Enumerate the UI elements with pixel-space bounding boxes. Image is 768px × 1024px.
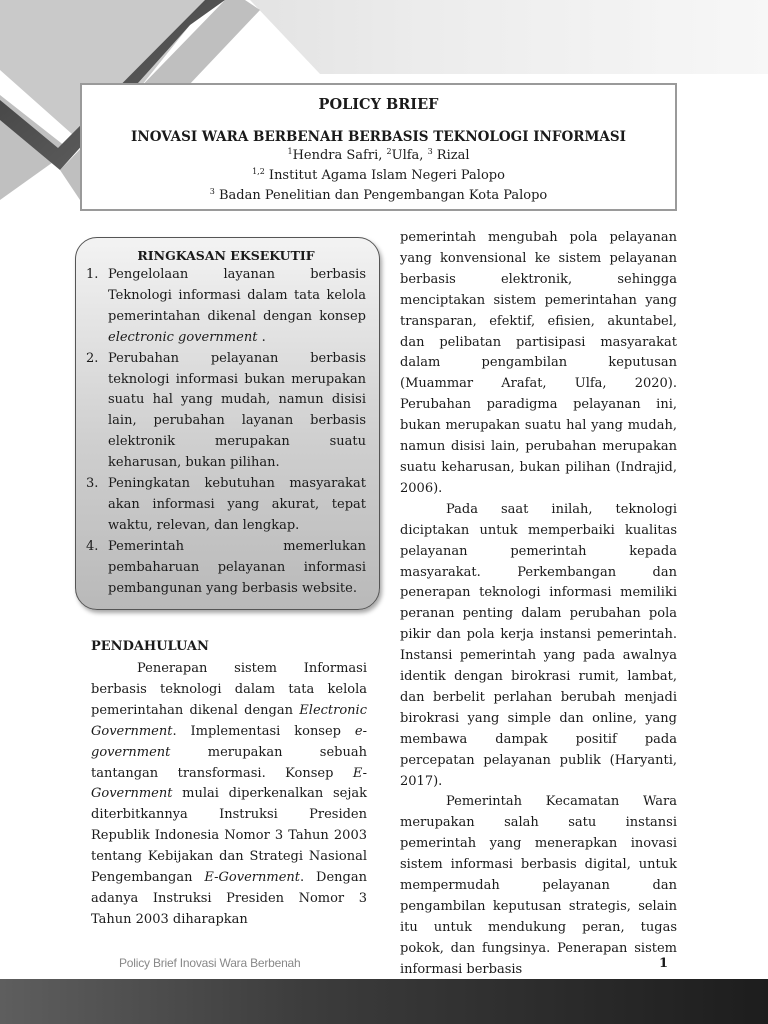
summary-item: 1. Pengelolaan layanan berbasis Teknologi informasi dalam tata kelola pemerintahan dikenal dengan konsep electronic government . (86, 267, 366, 345)
intro-heading: PENDAHULUAN (91, 639, 209, 654)
intro-section (91, 636, 367, 931)
page-footer (0, 950, 768, 980)
right-paragraph-1: pemerintah mengubah pola pelayanan yang konvensional ke sistem pelayanan berbasis elektronik, sehingga menciptakan sistem pemerintahan yang transparan, efektif, efisien, akuntabel, dan pelibatan partisipasi masyarakat dalam pengambilan keputusan (Muammar Arafat, Ulfa, 2020). Perubahan paradigma pelayanan ini, bukan merupakan suatu hal yang mudah, namun disisi lain, perubahan merupakan suatu keharusan, bukan pilihan (Indrajid, 2006). (400, 230, 677, 496)
right-paragraph-2: Pada saat inilah, teknologi diciptakan untuk memperbaiki kualitas pelayanan pemerintah kepada masyarakat. Perkembangan dan penerapan teknologi informasi memiliki peranan penting dalam perubahan pola pikir dan pola kerja instansi pemerintah. Instansi pemerintah yang pada awalnya identik dengan birokrasi rumit, lambat, dan berbelit perlahan berubah menjadi birokrasi yang simple dan online, yang membawa dampak positif pada percepatan pelayanan publik (Haryanti, 2017). (400, 501, 677, 789)
summary-item: 3. Peningkatan kebutuhan masyarakat akan informasi yang akurat, tepat waktu, relevan, dan lengkap. (86, 476, 366, 533)
summary-heading: RINGKASAN EKSEKUTIF (137, 248, 315, 263)
summary-item: 4. Pemerintah memerlukan pembaharuan pelayanan informasi pembangunan yang berbasis website. (86, 538, 366, 596)
summary-item: 2. Perubahan pelayanan berbasis teknologi informasi bukan merupakan suatu hal yang mudah, namun disisi lain, perubahan layanan berbasis elektronik merupakan suatu keharusan, bukan pilihan. (86, 350, 366, 471)
brief-label: POLICY BRIEF (318, 96, 439, 113)
affiliation-1: $^{1,2}$ Institut Agama Islam Negeri Palopo (252, 167, 505, 183)
summary-list (86, 265, 366, 600)
executive-summary-box (75, 237, 380, 610)
footer-bar (0, 979, 768, 1024)
page-number: 1 (659, 956, 669, 971)
right-column (400, 228, 677, 981)
intro-paragraph: Penerapan sistem Informasi berbasis teknologi dalam tata kelola pemerintahan dikenal dengan Electronic Government. Implementasi konsep e-government merupakan sebuah tantangan transformasi. Konsep E-Government mulai diperkenalkan sejak diterbitkannya Instruksi Presiden Republik Indonesia Nomor 3 Tahun 2003 tentang Kebijakan dan Strategi Nasional Pengembangan E-Government. Dengan adanya Instruksi Presiden Nomor 3 Tahun 2003 diharapkan (91, 661, 367, 927)
right-paragraph-3: Pemerintah Kecamatan Wara merupakan salah satu instansi pemerintah yang menerapkan inovasi sistem informasi berbasis digital, untuk mempermudah pelayanan dan pengambilan keputusan strategis, selain itu untuk mendukung peran, tugas pokok, dan fungsinya. Penerapan sistem informasi berbasis (400, 794, 677, 977)
brief-title: INOVASI WARA BERBENAH BERBASIS TEKNOLOGI INFORMASI (131, 129, 626, 145)
affiliation-2: $^3$ Badan Penelitian dan Pengembangan Kota Palopo (209, 187, 548, 203)
title-box (80, 83, 677, 211)
footer-title: Policy Brief Inovasi Wara Berbenah (119, 956, 301, 970)
authors-line: $^1$Hendra Safri, $^2$Ulfa, $^3$ Rizal (287, 147, 470, 163)
